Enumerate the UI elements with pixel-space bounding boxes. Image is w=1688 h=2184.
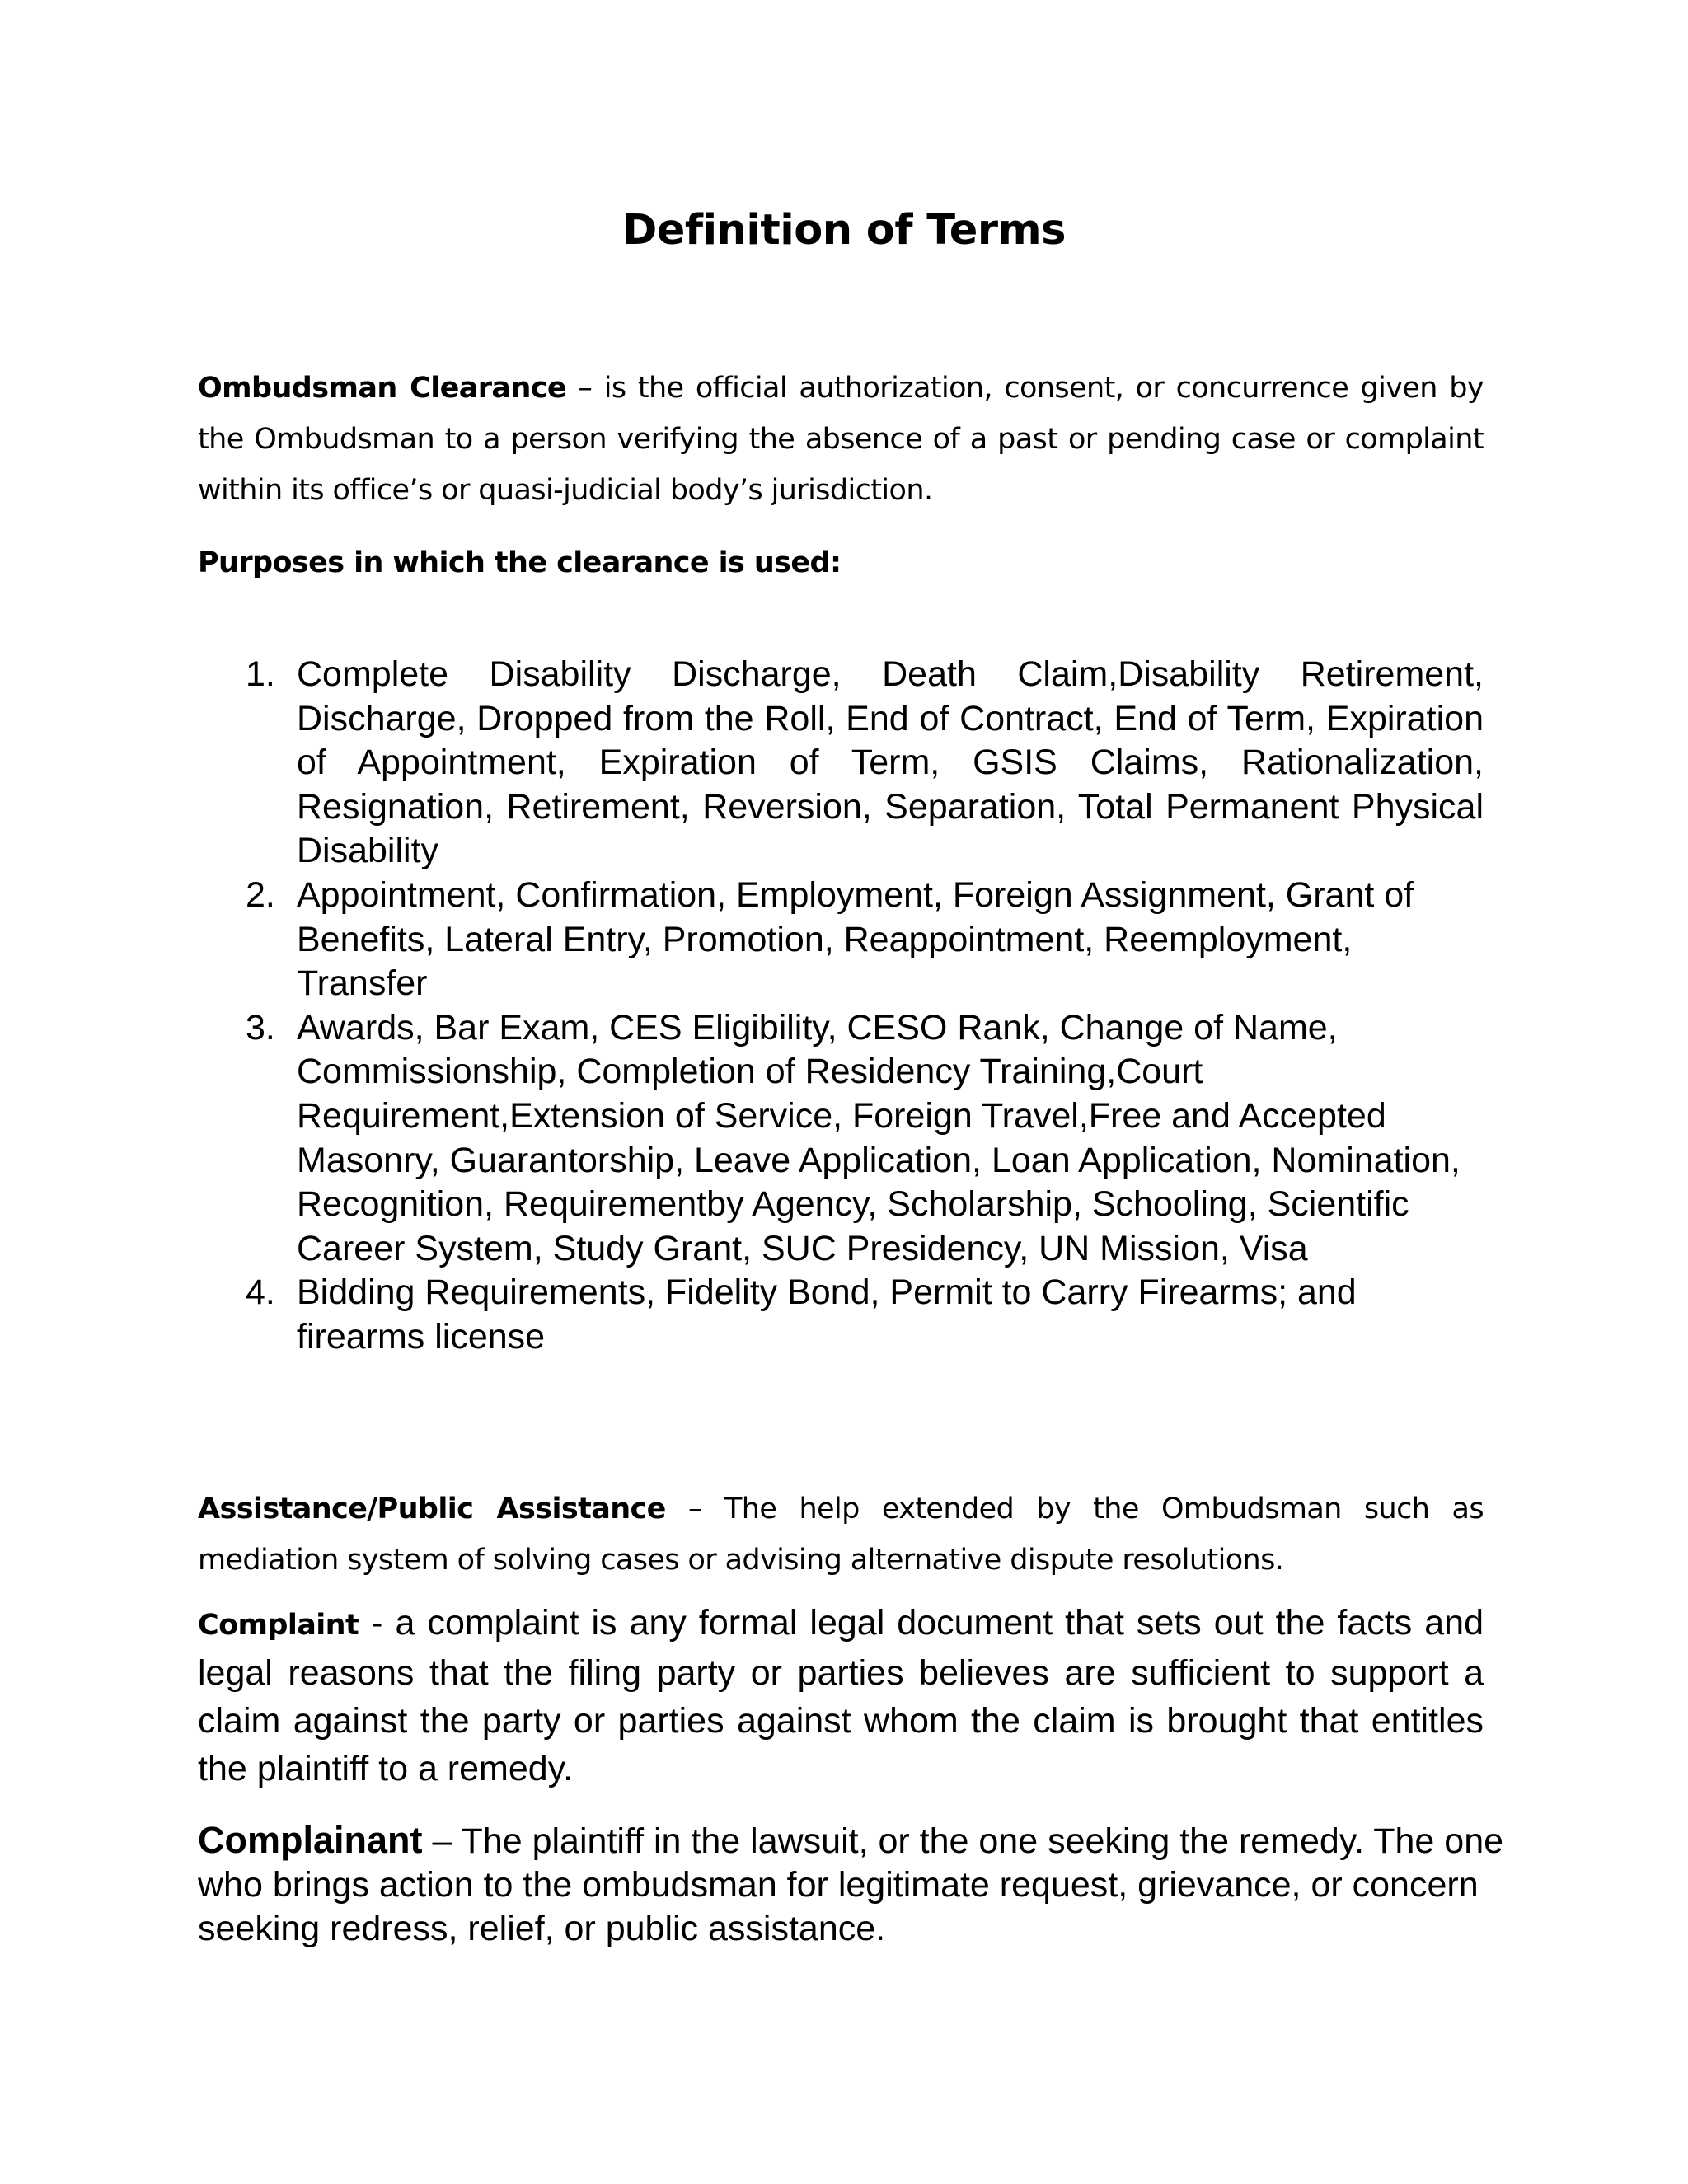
term-assistance: Assistance/Public Assistance: [198, 1493, 666, 1526]
definition-ombudsman-clearance: [198, 363, 1484, 516]
definition-text: - a complaint is any formal legal document that sets out the facts and legal reasons that the filing party or parties believes are sufficient to support a claim against the party or parties against whom the claim is brought that entitles the plaintiff to a remedy.: [198, 1603, 1484, 1788]
definition-text: – The plaintiff in the lawsuit, or the one seeking the remedy. The one who brings action to the ombudsman for legitimate request, grievance, or concern seeking redress, relief, or public assistance.: [198, 1821, 1504, 1948]
list-item-text: Bidding Requirements, Fidelity Bond, Permit to Carry Firearms; and firearms license: [297, 1272, 1357, 1357]
page-title: Definition of Terms: [621, 206, 1067, 255]
purposes-heading: Purposes in which the clearance is used:: [198, 546, 842, 579]
term-ombudsman-clearance: Ombudsman Clearance: [198, 372, 567, 405]
list-item-text: Appointment, Confirmation, Employment, Foreign Assignment, Grant of Benefits, Lateral Entry, Promotion, Reappointment, Reemployment, Transfer: [297, 874, 1414, 1004]
list-item: [239, 1006, 1484, 1272]
definition-text: – is the official authorization, consent, or concurrence given by the Ombudsman to a person verifying the absence of a past or pending case or complaint within its office’s or quasi-judicial body’s jurisdiction.: [198, 372, 1484, 507]
list-item-text: Awards, Bar Exam, CES Eligibility, CESO Rank, Change of Name, Commissionship, Completion of Residency Training,Court Requirement,Extension of Service, Foreign Travel,Free and Accepted Masonry, Guarantorship, Leave Application, Loan Application, Nomination, Recognition, Requirementby Agency, Scholarship, Schooling, Scientific Career System, Study Grant, SUC Presidency, UN Mission, Visa: [297, 1007, 1461, 1268]
term-complaint: Complaint: [198, 1609, 359, 1642]
list-item-number: 1.: [246, 654, 275, 694]
definition-text: – The help extended by the Ombudsman such as mediation system of solving cases or advising alternative dispute resolutions.: [198, 1493, 1484, 1577]
list-item: [239, 653, 1484, 874]
list-item: [239, 1271, 1484, 1359]
definition-assistance: [198, 1483, 1484, 1586]
list-item-number: 2.: [246, 874, 275, 915]
list-item-text: Complete Disability Discharge, Death Claim,Disability Retirement, Discharge, Dropped from the Roll, End of Contract, End of Term, Expiration of Appointment, Expiration of Term, GSIS Claims, Rationalization, Resignation, Retirement, Reversion, Separation, Total Permanent Physical Disability: [297, 654, 1484, 871]
purpose-list: [239, 653, 1484, 1360]
definition-complaint: [198, 1599, 1484, 1793]
definition-complainant: [198, 1818, 1533, 1951]
list-item-number: 3.: [246, 1007, 275, 1047]
list-item: [239, 874, 1484, 1006]
term-complainant: Complainant: [198, 1819, 423, 1861]
list-item-number: 4.: [246, 1272, 275, 1313]
